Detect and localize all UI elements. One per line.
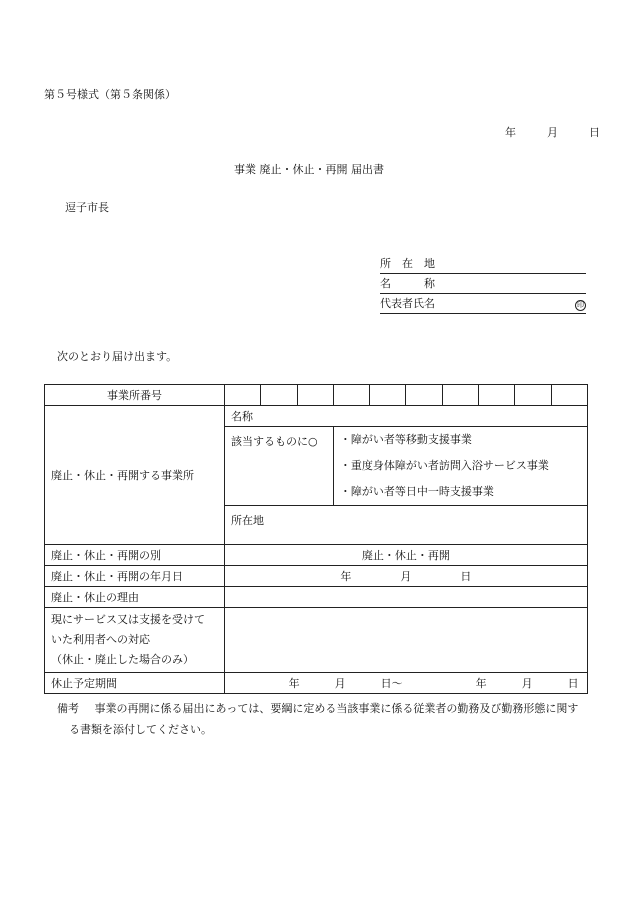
service-item[interactable]: ・障がい者等移動支援事業: [339, 433, 472, 446]
office-number-digit[interactable]: [406, 385, 442, 406]
type-value[interactable]: 廃止・休止・再開: [225, 545, 588, 566]
service-item[interactable]: ・重度身体障がい者訪問入浴サービス事業: [339, 459, 549, 472]
handling-label: [45, 608, 225, 673]
representative-field[interactable]: [380, 294, 586, 314]
office-number-label: 事業所番号: [45, 385, 225, 406]
date-label: 廃止・休止・再開の年月日: [45, 566, 225, 587]
period-field[interactable]: [225, 673, 588, 694]
office-number-digit[interactable]: [225, 385, 261, 406]
office-name-label: 名称: [231, 410, 253, 423]
date-day-label: 日: [460, 570, 472, 583]
handling-label-line: （休止・廃止した場合のみ）: [51, 653, 194, 666]
seal-mark: 印: [577, 301, 584, 309]
representative-label: 代表者氏名: [380, 297, 435, 310]
applicable-label: 該当するものに○: [225, 427, 334, 506]
office-number-digit[interactable]: [479, 385, 515, 406]
notification-form-table: [44, 384, 588, 694]
period-day-start: 日～: [380, 677, 403, 690]
office-name-field[interactable]: [225, 406, 588, 427]
handling-field[interactable]: [225, 608, 588, 673]
office-number-digit[interactable]: [261, 385, 297, 406]
remarks: [57, 698, 587, 740]
period-year-start: 年: [288, 677, 300, 690]
period-label: 休止予定期間: [45, 673, 225, 694]
applicant-address-label: 所 在 地: [380, 257, 435, 270]
document-title: 事業 廃止・休止・再開 届出書: [234, 163, 384, 176]
remarks-text-continued: る書類を添付してください。: [69, 723, 212, 736]
applicant-name-label: 名 称: [380, 277, 435, 290]
office-number-digit[interactable]: [442, 385, 478, 406]
period-month-end: 月: [521, 677, 533, 690]
period-year-end: 年: [475, 677, 487, 690]
office-number-digit[interactable]: [515, 385, 551, 406]
office-number-digit[interactable]: [297, 385, 333, 406]
date-month: 月: [547, 126, 558, 139]
type-label: 廃止・休止・再開の別: [45, 545, 225, 566]
remarks-text: 事業の再開に係る届出にあっては、要綱に定める当該事業に係る従業者の勤務及び勤務形態に関す: [94, 702, 579, 715]
service-list: [340, 427, 581, 505]
applicant-address-field[interactable]: [380, 254, 586, 274]
applicant-name-field[interactable]: [380, 274, 586, 294]
office-number-digit[interactable]: [370, 385, 406, 406]
office-number-digit[interactable]: [551, 385, 587, 406]
applicant-block: [380, 254, 586, 314]
submission-date: [505, 124, 600, 140]
date-month-label: 月: [400, 570, 412, 583]
reason-field[interactable]: [225, 587, 588, 608]
handling-label-line: いた利用者への対応: [51, 633, 150, 646]
reason-label: 廃止・休止の理由: [45, 587, 225, 608]
office-location-label: 所在地: [231, 514, 264, 527]
recipient: 逗子市長: [65, 201, 109, 214]
period-month-start: 月: [334, 677, 346, 690]
date-year-label: 年: [340, 570, 352, 583]
service-list-cell[interactable]: [333, 427, 587, 506]
handling-label-line: 現にサービス又は支援を受けて: [51, 613, 205, 626]
intro-text: 次のとおり届け出ます。: [57, 350, 178, 363]
date-value-field[interactable]: [225, 566, 588, 587]
service-item[interactable]: ・障がい者等日中一時支援事業: [339, 485, 494, 498]
office-location-field[interactable]: [225, 506, 588, 545]
remarks-label: 備考: [57, 702, 79, 715]
period-day-end: 日: [567, 677, 579, 690]
office-number-digit[interactable]: [333, 385, 369, 406]
date-year: 年: [505, 126, 516, 139]
office-label: 廃止・休止・再開する事業所: [45, 406, 225, 545]
date-day: 日: [589, 126, 600, 139]
form-number: 第５号様式（第５条関係）: [44, 88, 176, 101]
